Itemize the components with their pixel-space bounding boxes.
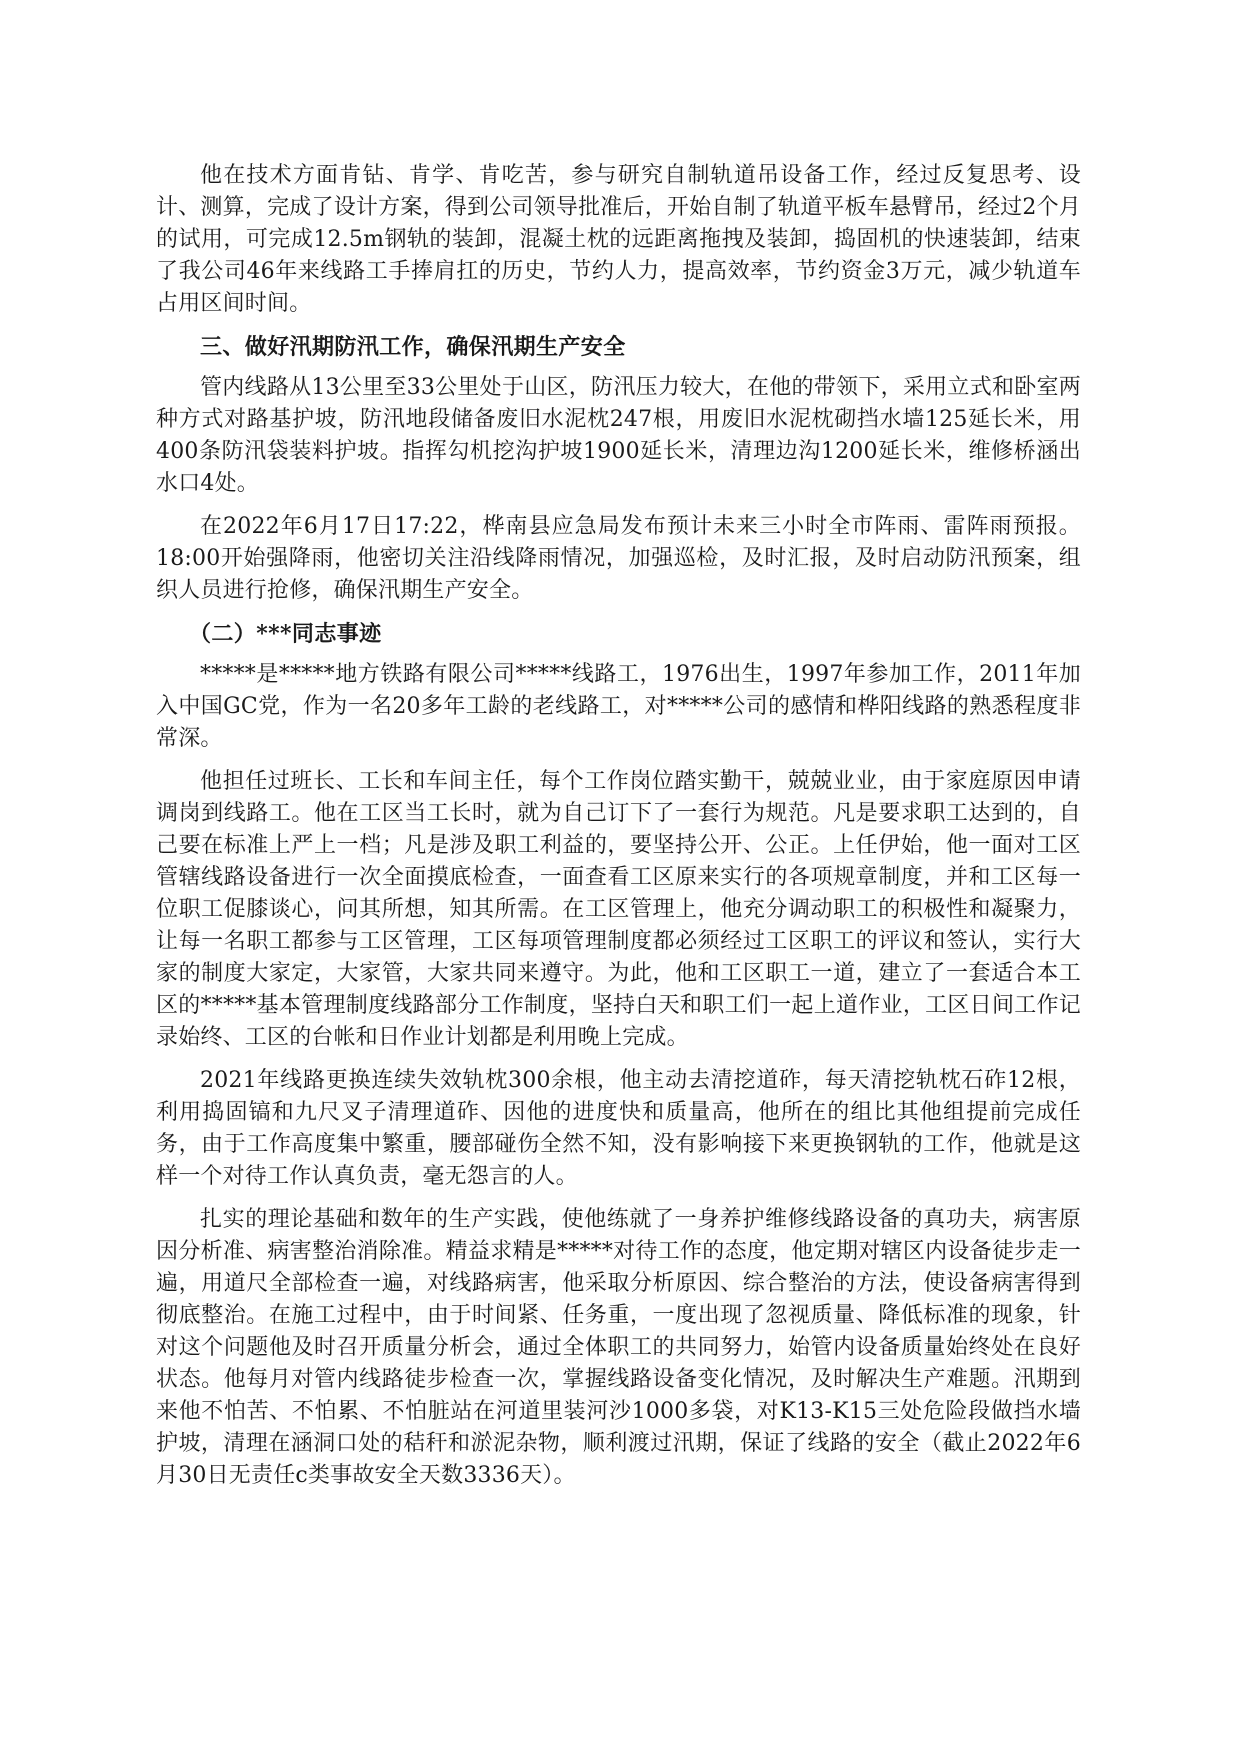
- subsection-heading-comrade-deeds: （二）***同志事迹: [189, 621, 382, 647]
- paragraph-flood-measures: 管内线路从13公里至33公里处于山区，防汛压力较大，在他的带领下，采用立式和卧室两种方式对路基护坡，防汛地段储备废旧水泥枕247根，用废旧水泥枕砌挡水墙125延长米，用400条防汛袋装料护坡。指挥勾机挖沟护坡1900延长米，清理边沟1200延长米，维修桥涵出水口4处。: [156, 375, 1081, 496]
- paragraph-sleeper-replacement: 2021年线路更换连续失效轨枕300余根，他主动去清挖道砟，每天清挖轨枕石砟12根，利用捣固镐和九尺叉子清理道砟、因他的进度快和质量高，他所在的组比其他组提前完成任务，由于工作高度集中繁重，腰部碰伤全然不知，没有影响接下来更换钢轨的工作，他就是这样一个对待工作认真负责，毫无怨言的人。: [156, 1068, 1081, 1189]
- paragraph-management: 他担任过班长、工长和车间主任，每个工作岗位踏实勤干，兢兢业业，由于家庭原因申请调岗到线路工。他在工区当工长时，就为自己订下了一套行为规范。凡是要求职工达到的，自己要在标准上严上一档；凡是涉及职工利益的，要坚持公开、公正。上任伊始，他一面对工区管辖线路设备进行一次全面摸底检查，一面查看工区原来实行的各项规章制度，并和工区每一位职工促膝谈心，问其所想，知其所需。在工区管理上，他充分调动职工的积极性和凝聚力，让每一名职工都参与工区管理，工区每项管理制度都必须经过工区职工的评议和签认，实行大家的制度大家定，大家管，大家共同来遵守。为此，他和工区职工一道，建立了一套适合本工区的*****基本管理制度线路部分工作制度，坚持白天和职工们一起上道作业，工区日间工作记录始终、工区的台帐和日作业计划都是利用晚上完成。: [156, 769, 1081, 1050]
- paragraph-profile: *****是*****地方铁路有限公司*****线路工，1976出生，1997年参加工作，2011年加入中国GC党，作为一名20多年工龄的老线路工，对*****公司的感情和桦阳线路的熟悉程度非常深。: [156, 662, 1081, 751]
- document-body: [156, 160, 1081, 1503]
- paragraph-technical-innovation: 他在技术方面肯钻、肯学、肯吃苦，参与研究自制轨道吊设备工作，经过反复思考、设计、测算，完成了设计方案，得到公司领导批准后，开始自制了轨道平板车悬臂吊，经过2个月的试用，可完成12.5m钢轨的装卸，混凝土枕的远距离拖拽及装卸，捣固机的快速装卸，结束了我公司46年来线路工手捧肩扛的历史，节约人力，提高效率，节约资金3万元，减少轨道车占用区间时间。: [156, 163, 1081, 316]
- section-heading-flood-prevention: 三、做好汛期防汛工作，确保汛期生产安全: [200, 334, 626, 360]
- paragraph-rain-response: 在2022年6月17日17:22，桦南县应急局发布预计未来三小时全市阵雨、雷阵雨预报。18:00开始强降雨，他密切关注沿线降雨情况，加强巡检，及时汇报，及时启动防汛预案，组织人员进行抢修，确保汛期生产安全。: [156, 514, 1081, 603]
- paragraph-maintenance-skills: 扎实的理论基础和数年的生产实践，使他练就了一身养护维修线路设备的真功夫，病害原因分析准、病害整治消除准。精益求精是*****对待工作的态度，他定期对辖区内设备徒步走一遍，用道尺全部检查一遍，对线路病害，他采取分析原因、综合整治的方法，使设备病害得到彻底整治。在施工过程中，由于时间紧、任务重，一度出现了忽视质量、降低标准的现象，针对这个问题他及时召开质量分析会，通过全体职工的共同努力，始管内设备质量始终处在良好状态。他每月对管内线路徒步检查一次，掌握线路设备变化情况，及时解决生产难题。汛期到来他不怕苦、不怕累、不怕脏站在河道里装河沙1000多袋，对K13-K15三处危险段做挡水墙护坡，清理在涵洞口处的秸秆和淤泥杂物，顺利渡过汛期，保证了线路的安全（截止2022年6月30日无责任c类事故安全天数3336天）。: [156, 1207, 1081, 1488]
